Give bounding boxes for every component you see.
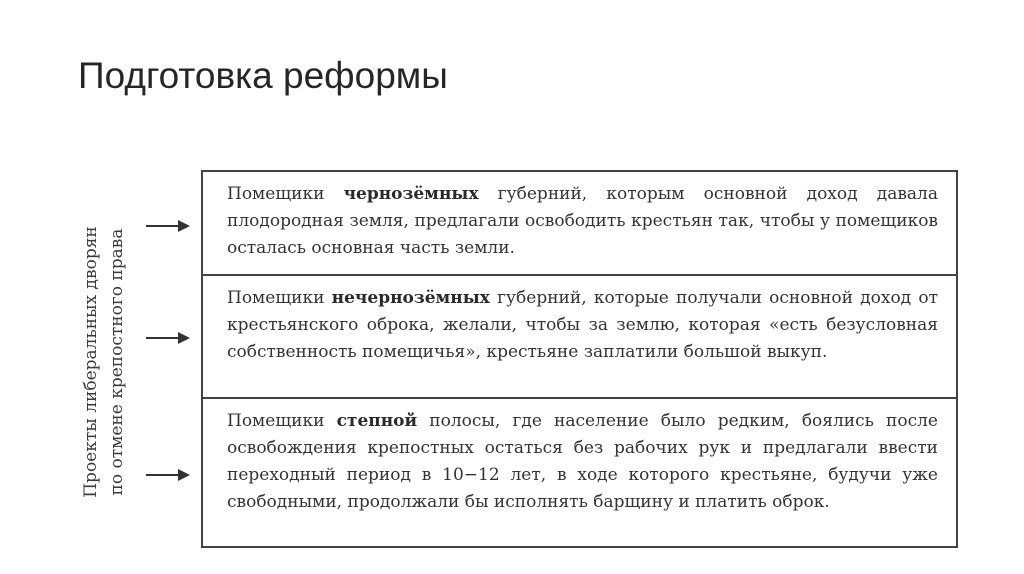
row-keyword: чернозёмных xyxy=(343,184,479,204)
slide-title: Подготовка реформы xyxy=(78,55,448,96)
vertical-category-label xyxy=(68,178,140,546)
vertical-label-line-1: Проекты либеральных дворян xyxy=(81,226,101,498)
reform-projects-table xyxy=(201,170,958,548)
right-arrow-icon xyxy=(146,331,190,345)
right-arrow-icon xyxy=(146,468,190,482)
row-prefix: Помещики xyxy=(227,411,337,431)
row-keyword: нечернозёмных xyxy=(331,288,490,308)
row-prefix: Помещики xyxy=(227,288,332,308)
row-text: полосы, где население было редким, боялись после освобождения крепостных остаться без рабочих рук и предлагали ввести переходный период в 10−12 лет, в ходе которого крестьяне, будучи уже свободными, продолжали бы исполнять барщину и платить оброк. xyxy=(227,411,938,512)
vertical-label-line-2: по отмене крепостного права xyxy=(107,228,127,496)
table-row-steppe xyxy=(203,397,956,546)
row-keyword: степной xyxy=(336,411,418,431)
row-text: губерний, которые получали основной доход от крестьянского оброка, желали, чтобы за землю, которая «есть безусловная собственность помещичья», крестьяне заплатили большой выкуп. xyxy=(227,288,939,362)
row-text: губерний, которым основной доход давала плодородная земля, предлагали освободить крестьян так, чтобы у помещиков осталась основная часть земли. xyxy=(227,184,938,258)
table-row-nechernozem xyxy=(203,274,956,397)
table-row-chernozem xyxy=(203,172,956,274)
right-arrow-icon xyxy=(146,219,190,233)
row-prefix: Помещики xyxy=(227,184,344,204)
